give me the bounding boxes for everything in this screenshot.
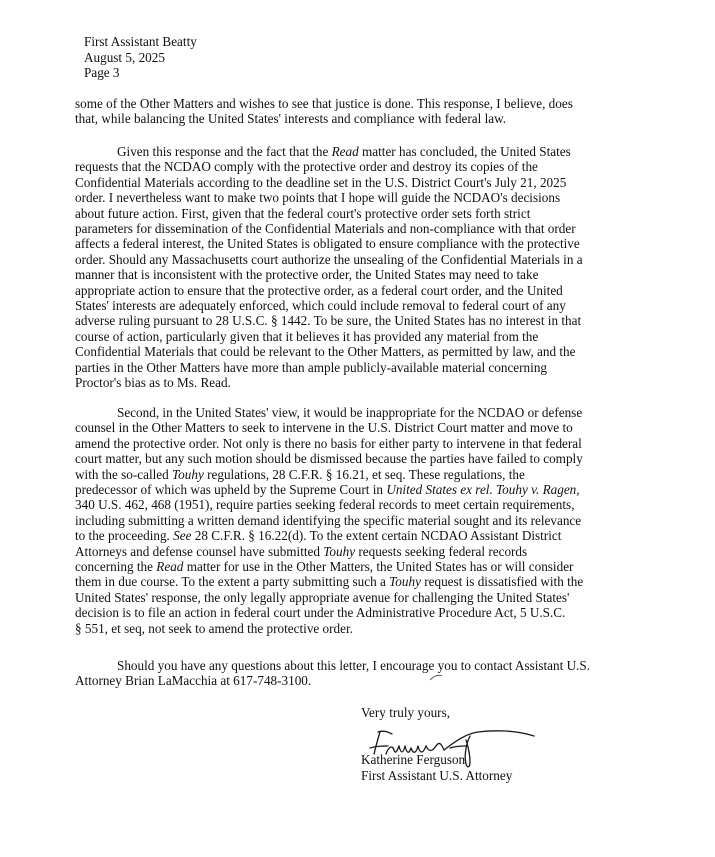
text-line: United States' response, the only legally appropriate avenue for challenging the United States' [75,589,570,605]
page-number: Page 3 [84,65,120,80]
text-line: them in due course. To the extent a party submitting such a Touhy request is dissatisfied with the [75,574,584,590]
text-line: Second, in the United States' view, it would be inappropriate for the NCDAO or defense [117,405,583,420]
text-line: affects a federal interest, the United States is obligated to ensure compliance with the protective [75,236,580,252]
closing-line: Very truly yours, [361,705,451,720]
paragraph-2 [75,144,643,391]
text-line: that, while balancing the United States' interests and compliance with federal law. [75,111,507,127]
text-line: adverse ruling pursuant to 28 U.S.C. § 1442. To be sure, the United States has no interest in that [75,313,582,329]
paragraph-1 [75,96,643,127]
text-line: parties in the Other Matters have more than ample publicly-available material concerning [75,359,548,375]
text-line: Should you have any questions about this letter, I encourage you to contact Assistant U.S. [117,658,591,673]
text-line: Confidential Materials according to the deadline set in the U.S. District Court's July 21, 2025 [75,174,567,190]
signer-name: Katherine Ferguson [361,752,466,767]
text-line: about future action. First, given that the federal court's protective order sets forth strict [75,205,531,221]
date-line: August 5, 2025 [84,49,165,65]
text-line: decision is to file an action in federal court under the Administrative Procedure Act, 5 U.S.C. [75,605,566,621]
signature-block [361,752,512,783]
text-line: States' interests are adequately enforced, which could include removal to federal court of any [75,298,566,314]
text-line: order. Should any Massachusetts court authorize the unsealing of the Confidential Materials in a [75,251,583,267]
paragraph-4 [75,658,643,689]
text-line: requests that the NCDAO comply with the protective order and destroy its copies of the [75,159,538,175]
text-line: predecessor of which was upheld by the Supreme Court in United States ex rel. Touhy v. Ragen, [75,482,580,498]
text-line: appropriate action to ensure that the protective order, as a federal court order, and the United [75,282,563,298]
text-line: Given this response and the fact that the Read matter has concluded, the United States [117,144,571,159]
handwritten-mark-icon [428,670,450,684]
text-line: court matter, but any such motion should be dismissed because the parties have failed to comply [75,451,583,467]
recipient-line: First Assistant Beatty [84,34,197,49]
text-line: with the so-called Touhy regulations, 28 C.F.R. § 16.21, et seq. These regulations, the [75,466,525,482]
text-line: 340 U.S. 462, 468 (1951), require parties seeking federal records to meet certain requirements, [75,497,575,513]
letter-header [84,34,197,81]
text-line: counsel in the Other Matters to seek to intervene in the U.S. District Court matter and move to [75,420,573,436]
text-line: Confidential Materials that could be relevant to the Other Matters, as permitted by law, and the [75,344,576,360]
text-line: Proctor's bias as to Ms. Read. [75,375,231,391]
text-line: some of the Other Matters and wishes to see that justice is done. This response, I believe, does [75,96,573,111]
text-line: § 551, et seq, not seek to amend the protective order. [75,620,353,636]
text-line: including submitting a written demand identifying the specific material sought and its relevance [75,512,582,528]
text-line: concerning the Read matter for use in the Other Matters, the United States has or will consider [75,559,574,575]
signer-title: First Assistant U.S. Attorney [361,767,513,783]
text-line: course of action, particularly given that it believes it has provided any material from the [75,328,539,344]
text-line: order. I nevertheless want to make two points that I hope will guide the NCDAO's decisions [75,190,561,206]
paragraph-3 [75,405,643,636]
text-line: manner that is inconsistent with the protective order, the United States may need to take [75,267,539,283]
text-line: parameters for dissemination of the Confidential Materials and non-compliance with that order [75,221,576,237]
text-line: Attorneys and defense counsel have submitted Touhy requests seeking federal records [75,543,528,559]
text-line: amend the protective order. Not only is there no basis for either party to intervene in that federal [75,435,582,451]
text-line: Attorney Brian LaMacchia at 617-748-3100. [75,673,312,689]
text-line: to the proceeding. See 28 C.F.R. § 16.22(d). To the extent certain NCDAO Assistant District [75,528,562,544]
